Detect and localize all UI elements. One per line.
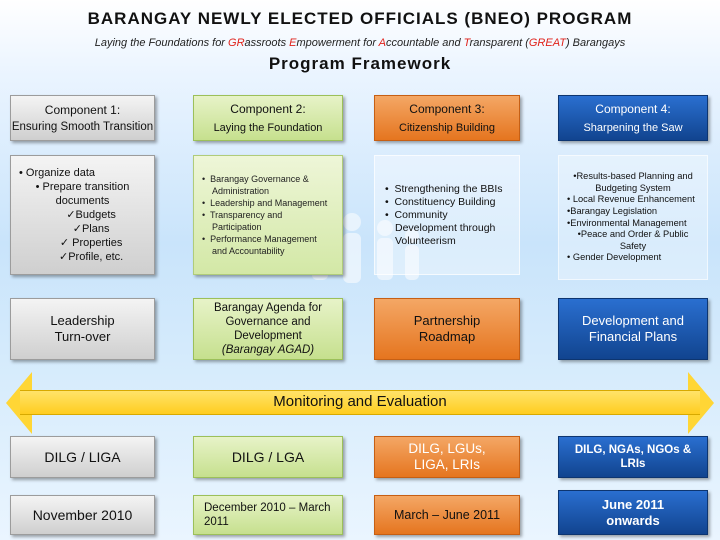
c4-activity-item: •Results-based Planning and Budgeting System bbox=[573, 171, 693, 193]
component-2-activities bbox=[193, 155, 343, 275]
page-subtitle bbox=[0, 37, 720, 49]
component-4-activities bbox=[558, 155, 708, 280]
output-3-label: Partnership Roadmap bbox=[413, 313, 481, 344]
component-3-activities bbox=[374, 155, 520, 275]
timeline-c2 bbox=[193, 495, 343, 535]
subtitle-segment: A bbox=[378, 37, 386, 49]
subtitle-segment: ransparent ( bbox=[469, 37, 529, 49]
subtitle-segment: assroots bbox=[244, 37, 290, 49]
component-1-subheading: Ensuring Smooth Transition bbox=[11, 120, 154, 133]
timeline-1-label: November 2010 bbox=[32, 507, 133, 523]
component-3-subheading: Citizenship Building bbox=[399, 122, 495, 134]
component-2-heading: Component 2: bbox=[230, 102, 306, 116]
partner-4-label: DILG, NGAs, NGOs & LRIs bbox=[574, 444, 692, 470]
component-4-heading: Component 4: bbox=[595, 102, 671, 116]
section-title: Program Framework bbox=[268, 54, 452, 73]
subtitle-segment: ) Barangays bbox=[565, 37, 626, 49]
c3-activity-item: • Community Development through Volunteerism bbox=[385, 208, 496, 247]
partner-c2 bbox=[193, 436, 343, 478]
partner-2-label: DILG / LGA bbox=[231, 449, 305, 465]
c3-activity-item: • Strengthening the BBIs bbox=[385, 182, 503, 195]
component-4-header bbox=[558, 95, 708, 141]
timeline-2-label: December 2010 – March 2011 bbox=[204, 502, 331, 528]
subtitle-segment: mpowerment for bbox=[296, 37, 379, 49]
timeline-4-label: June 2011 onwards bbox=[601, 496, 665, 528]
subtitle-segment: GR bbox=[228, 37, 245, 49]
output-leadership-turnover bbox=[10, 298, 155, 360]
partner-1-label: DILG / LIGA bbox=[44, 449, 121, 465]
c1-check-1: ✓Budgets bbox=[66, 209, 116, 221]
c1-bullet-1: • Organize data bbox=[19, 167, 96, 179]
subtitle-segment: ccountable and bbox=[385, 37, 464, 49]
page-title: BARANGAY NEWLY ELECTED OFFICIALS (BNEO) PROGRAM bbox=[87, 9, 633, 28]
partner-c4 bbox=[558, 436, 708, 478]
timeline-c3 bbox=[374, 495, 520, 535]
component-1-header bbox=[10, 95, 155, 141]
c4-activity-item: • Gender Development bbox=[567, 252, 662, 263]
c2-activity-item: • Performance Management and Accountability bbox=[202, 234, 317, 256]
partner-c3 bbox=[374, 436, 520, 478]
c2-activity-item: • Transparency and Participation bbox=[202, 210, 283, 232]
partner-c1 bbox=[10, 436, 155, 478]
component-2-header bbox=[193, 95, 343, 141]
c4-activity-item: •Peace and Order & Public Safety bbox=[577, 229, 689, 251]
subtitle-segment: GREAT bbox=[528, 37, 566, 49]
component-1-heading: Component 1: bbox=[44, 102, 121, 117]
c4-activity-item: •Barangay Legislation bbox=[567, 205, 658, 216]
output-development-plans bbox=[558, 298, 708, 360]
timeline-3-label: March – June 2011 bbox=[393, 508, 501, 522]
component-2-subheading: Laying the Foundation bbox=[213, 122, 323, 134]
partner-3-label: DILG, LGUs, LIGA, LRIs bbox=[408, 441, 486, 472]
component-3-heading: Component 3: bbox=[409, 102, 485, 116]
subtitle-segment: T bbox=[463, 37, 470, 49]
component-3-header bbox=[374, 95, 520, 141]
output-2-label: Barangay Agenda for Governance and Development bbox=[213, 302, 323, 342]
subtitle-segment: Laying the Foundations for bbox=[94, 37, 229, 49]
output-barangay-agenda bbox=[193, 298, 343, 360]
subtitle-segment: E bbox=[289, 37, 297, 49]
output-4-label: Development and Financial Plans bbox=[582, 313, 684, 344]
c1-check-2: ✓Plans bbox=[72, 223, 110, 235]
c2-activity-item: • Barangay Governance & Administration bbox=[202, 174, 309, 196]
timeline-c1 bbox=[10, 495, 155, 535]
component-1-activities bbox=[10, 155, 155, 275]
output-1-label: Leadership Turn-over bbox=[50, 313, 115, 344]
c1-checklist bbox=[19, 208, 123, 264]
c1-check-4: ✓Profile, etc. bbox=[59, 251, 124, 263]
monitoring-evaluation-label: Monitoring and Evaluation bbox=[273, 393, 447, 410]
timeline-c4 bbox=[558, 490, 708, 535]
c1-bullet-2: • Prepare transition documents bbox=[35, 181, 130, 207]
c4-activity-item: • Local Revenue Enhancement bbox=[567, 194, 695, 205]
output-partnership-roadmap bbox=[374, 298, 520, 360]
c4-activity-item: •Environmental Management bbox=[567, 217, 687, 228]
c1-check-3: ✓ Properties bbox=[59, 237, 123, 249]
output-2-acronym: (Barangay AGAD) bbox=[221, 344, 315, 356]
component-4-subheading: Sharpening the Saw bbox=[583, 122, 683, 134]
c2-activity-item: • Leadership and Management bbox=[202, 198, 328, 208]
c3-activity-item: • Constituency Building bbox=[385, 195, 496, 208]
